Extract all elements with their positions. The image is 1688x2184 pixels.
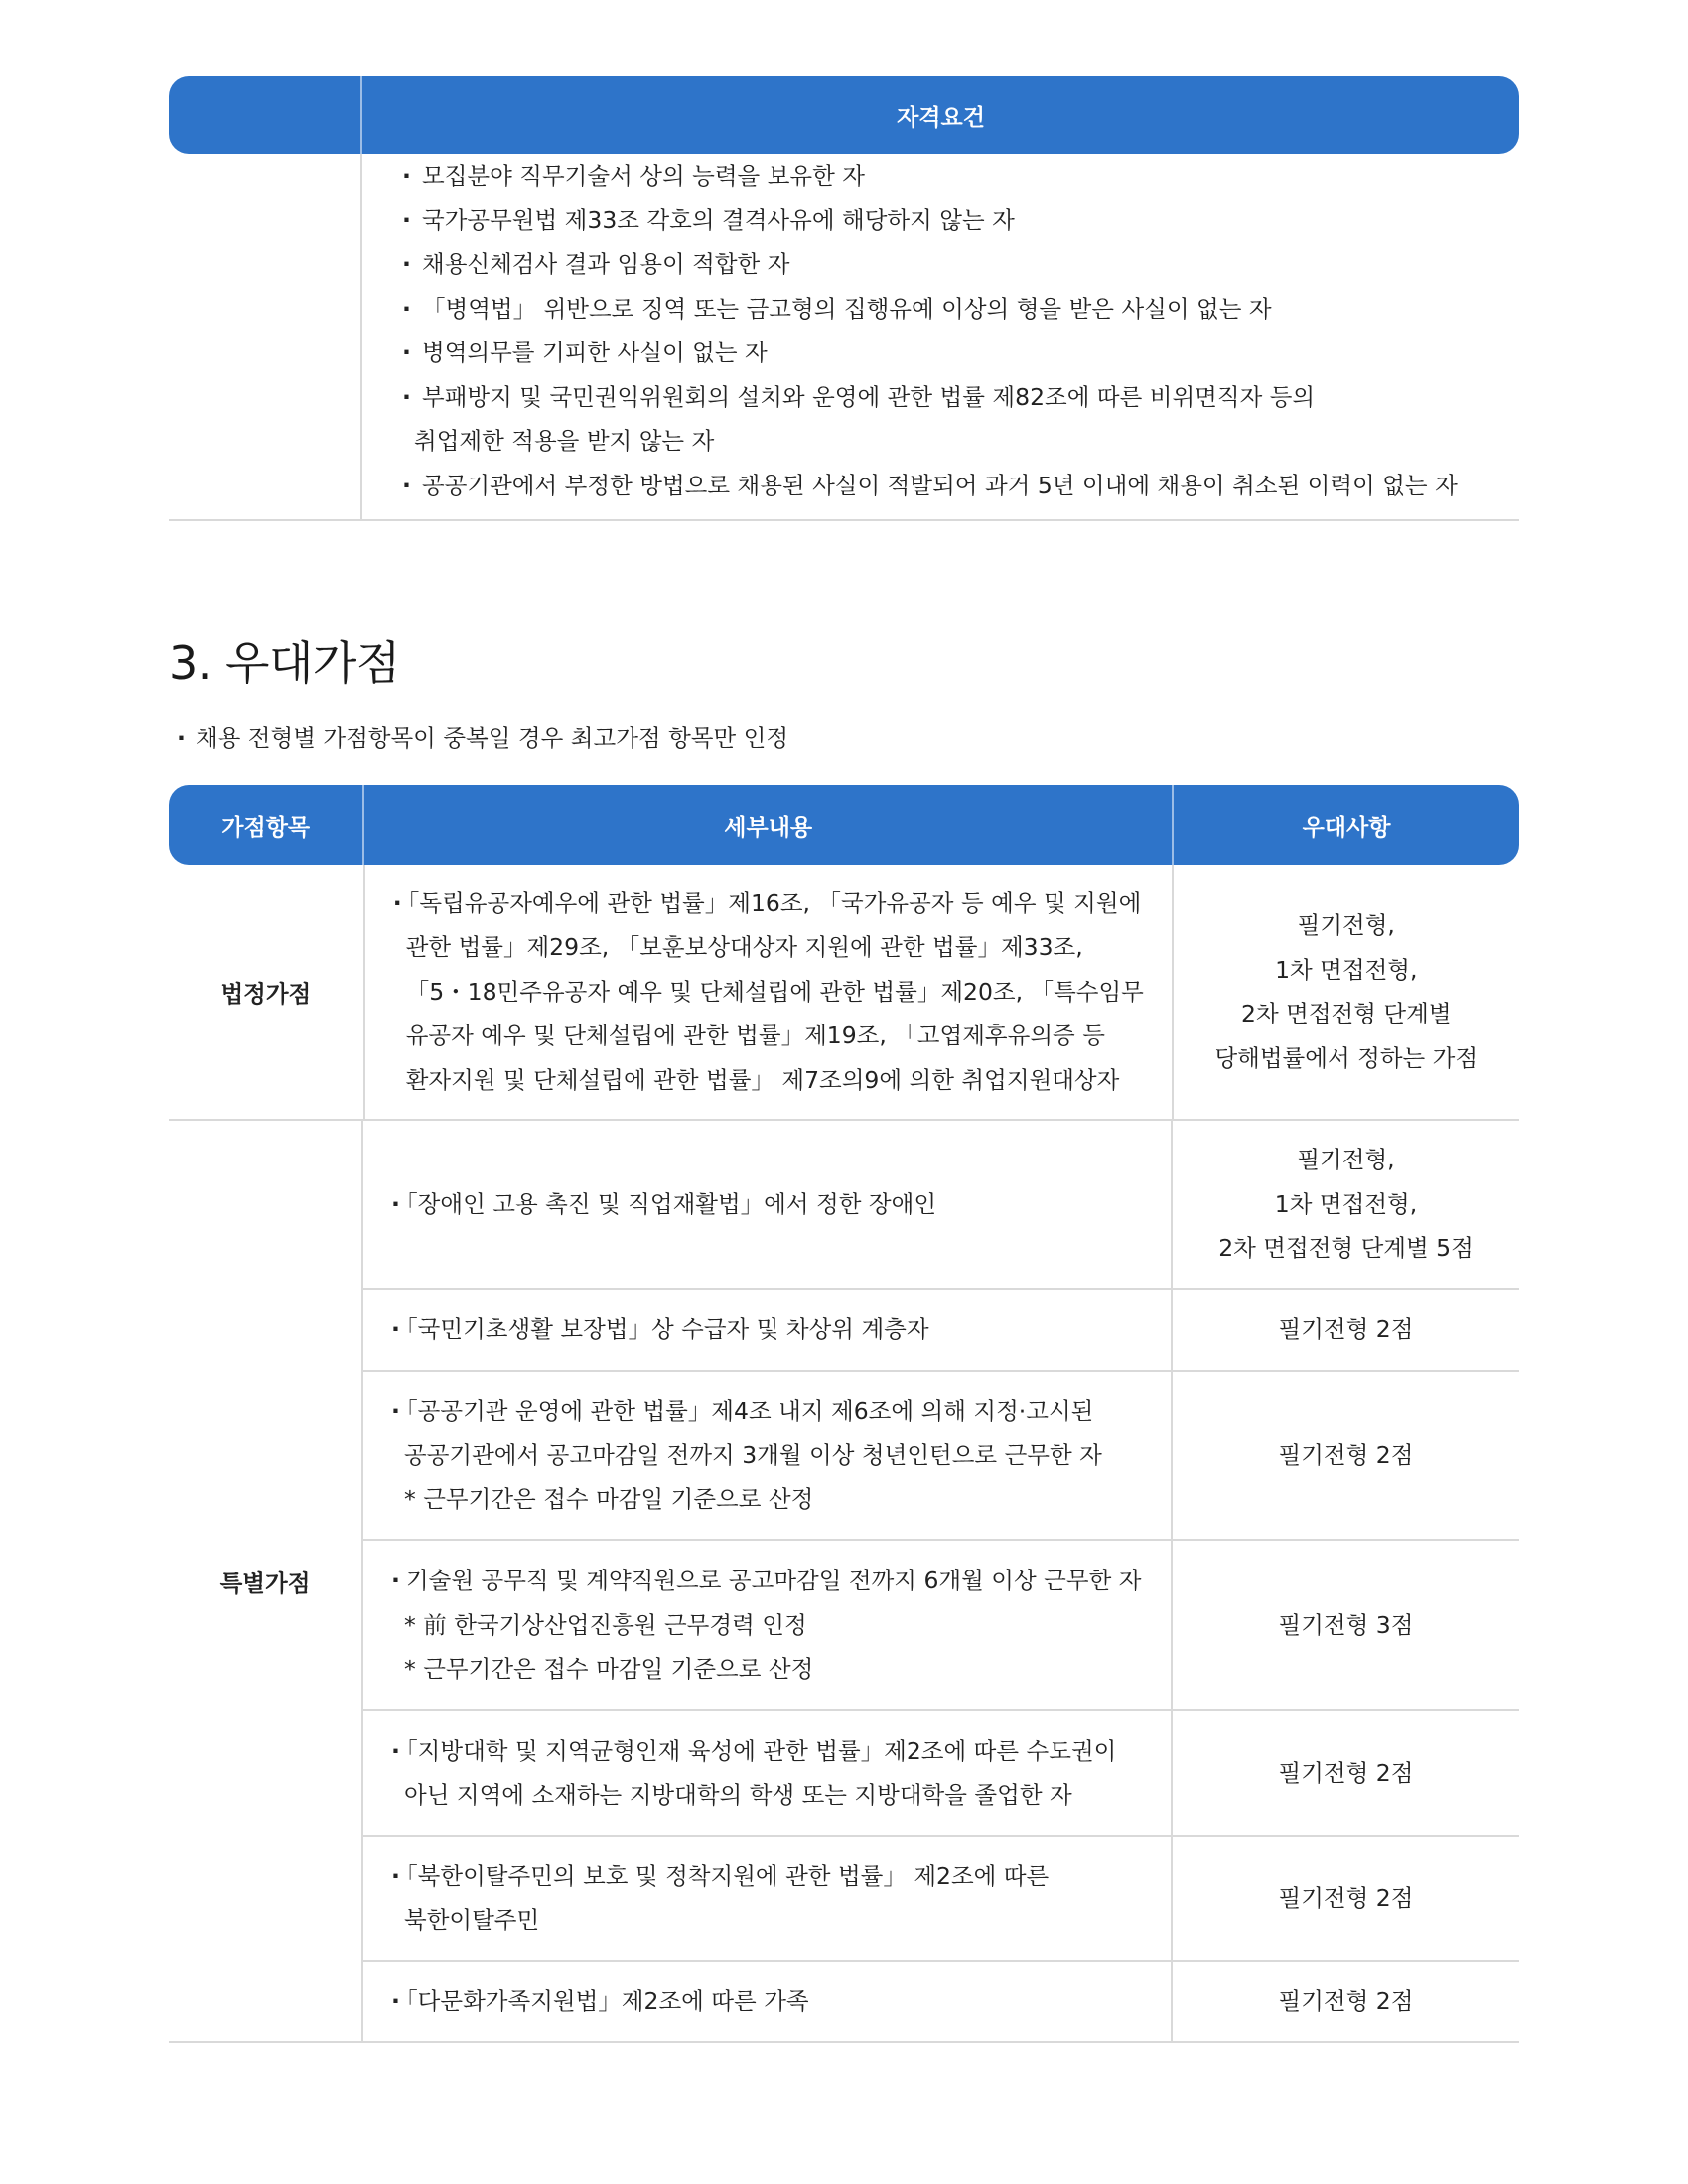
detail-line: * 근무기간은 접수 마감일 기준으로 산정	[404, 1655, 814, 1684]
section-title: 3. 우대가점	[169, 636, 400, 690]
qualification-table-header	[169, 76, 1519, 154]
header-benefit: 우대사항	[1302, 814, 1391, 841]
points-table-header	[169, 785, 1519, 865]
detail-line: 유공자 예우 및 단체설립에 관한 법률」제19조, 「고엽제후유의증 등	[405, 1022, 1105, 1050]
benefit-line: 1차 면접전형,	[1274, 1189, 1418, 1218]
benefit-line: 필기전형 2점	[1278, 1315, 1414, 1344]
bullet-dot: ·	[177, 724, 186, 751]
detail-line: 환자지원 및 단체설립에 관한 법률」 제7조의9에 의한 취업지원대상자	[405, 1065, 1120, 1094]
detail-line: 아닌 지역에 소재하는 지방대학의 학생 또는 지방대학을 졸업한 자	[404, 1781, 1072, 1809]
benefit-line: 필기전형 3점	[1278, 1610, 1414, 1639]
benefit-line: 필기전형 2점	[1278, 1758, 1414, 1787]
special-points-group	[169, 1121, 1519, 2043]
special-benefit	[1173, 1711, 1519, 1835]
bullet-dot: ·	[391, 1986, 400, 2015]
qualification-list-cell	[362, 154, 1519, 519]
detail-line: 관한 법률」제29조, 「보훈보상대상자 지원에 관한 법률」제33조,	[405, 933, 1083, 962]
bullet-dot: ·	[392, 888, 402, 917]
body-empty-cell	[169, 154, 362, 519]
page	[169, 76, 1519, 2043]
special-benefit	[1173, 1121, 1519, 1288]
detail-line: 기술원 공무직 및 계약직원으로 공고마감일 전까지 6개월 이상 근무한 자	[405, 1567, 1142, 1595]
special-points-category: 특별가점	[169, 1121, 363, 2041]
bullet-dot: ·	[391, 1567, 400, 1595]
detail-line: 「북한이탈주민의 보호 및 정착지원에 관한 법률」 제2조에 따른	[405, 1861, 1050, 1890]
special-benefit	[1173, 1290, 1519, 1370]
points-table	[169, 785, 1519, 2043]
special-points-rows	[363, 1121, 1519, 2041]
qualification-item: · 모집분야 직무기술서 상의 능력을 보유한 자	[402, 154, 1519, 199]
detail-line: 「지방대학 및 지역균형인재 육성에 관한 법률」제2조에 따른 수도권이	[405, 1736, 1117, 1765]
section-note-text: 채용 전형별 가점항목이 중복일 경우 최고가점 항목만 인정	[195, 724, 789, 751]
detail-line: 「공공기관 운영에 관한 법률」제4조 내지 제6조에 의해 지정·고시된	[405, 1397, 1094, 1426]
special-points-row	[363, 1290, 1519, 1372]
special-benefit	[1173, 1962, 1519, 2041]
special-benefit	[1173, 1541, 1519, 1709]
legal-points-row	[169, 865, 1519, 1121]
special-points-row	[363, 1711, 1519, 1837]
benefit-line: 필기전형,	[1297, 1146, 1395, 1174]
special-detail	[363, 1711, 1173, 1835]
detail-line: * 근무기간은 접수 마감일 기준으로 산정	[404, 1485, 814, 1514]
special-detail	[363, 1541, 1173, 1709]
detail-line: 「장애인 고용 촉진 및 직업재활법」에서 정한 장애인	[405, 1189, 937, 1218]
special-points-row	[363, 1372, 1519, 1541]
special-detail	[363, 1290, 1173, 1370]
qualification-item: · 「병역법」 위반으로 징역 또는 금고형의 집행유예 이상의 형을 받은 사실이 없는 자	[402, 287, 1519, 332]
section-note	[169, 719, 1519, 752]
special-points-row	[363, 1837, 1519, 1962]
detail-line: 공공기관에서 공고마감일 전까지 3개월 이상 청년인턴으로 근무한 자	[404, 1440, 1102, 1469]
qualification-list	[402, 154, 1519, 507]
header-category: 가점항목	[169, 785, 364, 865]
detail-line: 「독립유공자예우에 관한 법률」제16조, 「국가유공자 등 예우 및 지원에	[407, 888, 1142, 917]
qualification-item: · 병역의무를 기피한 사실이 없는 자	[402, 331, 1519, 375]
qualification-item: · 부패방지 및 국민권익위원회의 설치와 운영에 관한 법률 제82조에 따른 비위면직자 등의	[402, 375, 1519, 420]
benefit-line: 필기전형 2점	[1278, 1883, 1414, 1912]
bullet-dot: ·	[391, 1189, 400, 1218]
special-detail	[363, 1837, 1173, 1960]
detail-line: 「5・18민주유공자 예우 및 단체설립에 관한 법률」제20조, 「특수임무	[405, 977, 1144, 1006]
benefit-line: 1차 면접전형,	[1275, 955, 1418, 984]
special-detail	[363, 1962, 1173, 2041]
special-detail	[363, 1372, 1173, 1539]
qualification-table-body	[169, 154, 1519, 519]
qualification-item: · 국가공무원법 제33조 각호의 결격사유에 해당하지 않는 자	[402, 199, 1519, 243]
legal-points-detail	[365, 865, 1174, 1119]
special-detail	[363, 1121, 1173, 1288]
qualification-item: · 채용신체검사 결과 임용이 적합한 자	[402, 242, 1519, 287]
header-detail: 세부내용	[364, 785, 1174, 865]
detail-line: * 前 한국기상산업진흥원 근무경력 인정	[404, 1610, 807, 1639]
legal-points-category: 법정가점	[169, 865, 365, 1119]
benefit-line: 당해법률에서 정하는 가점	[1214, 1043, 1478, 1072]
special-benefit	[1173, 1372, 1519, 1539]
special-points-row	[363, 1121, 1519, 1290]
qualification-table	[169, 76, 1519, 521]
header-qualification: 자격요건	[897, 104, 985, 131]
qualification-item-continuation: 취업제한 적용을 받지 않는 자	[414, 427, 715, 455]
special-points-row	[363, 1962, 1519, 2041]
benefit-line: 2차 면접전형 단계별 5점	[1218, 1234, 1474, 1263]
benefit-line: 필기전형 2점	[1278, 1440, 1414, 1469]
qualification-item: · 공공기관에서 부정한 방법으로 채용된 사실이 적발되어 과거 5년 이내에 채용이 취소된 이력이 없는 자	[402, 464, 1519, 508]
bullet-dot: ·	[391, 1315, 400, 1344]
special-benefit	[1173, 1837, 1519, 1960]
detail-line: 북한이탈주민	[404, 1906, 540, 1934]
benefit-line: 2차 면접전형 단계별	[1241, 1000, 1452, 1027]
bullet-dot: ·	[391, 1736, 400, 1765]
benefit-line: 필기전형 2점	[1278, 1986, 1414, 2015]
legal-points-benefit	[1174, 865, 1519, 1119]
special-points-row	[363, 1541, 1519, 1711]
bullet-dot: ·	[391, 1397, 400, 1426]
detail-line: 「국민기초생활 보장법」상 수급자 및 차상위 계층자	[405, 1315, 929, 1344]
benefit-line: 필기전형,	[1297, 911, 1395, 939]
bullet-dot: ·	[391, 1861, 400, 1890]
detail-line: 「다문화가족지원법」제2조에 따른 가족	[405, 1986, 809, 2015]
header-empty-cell	[169, 76, 362, 154]
